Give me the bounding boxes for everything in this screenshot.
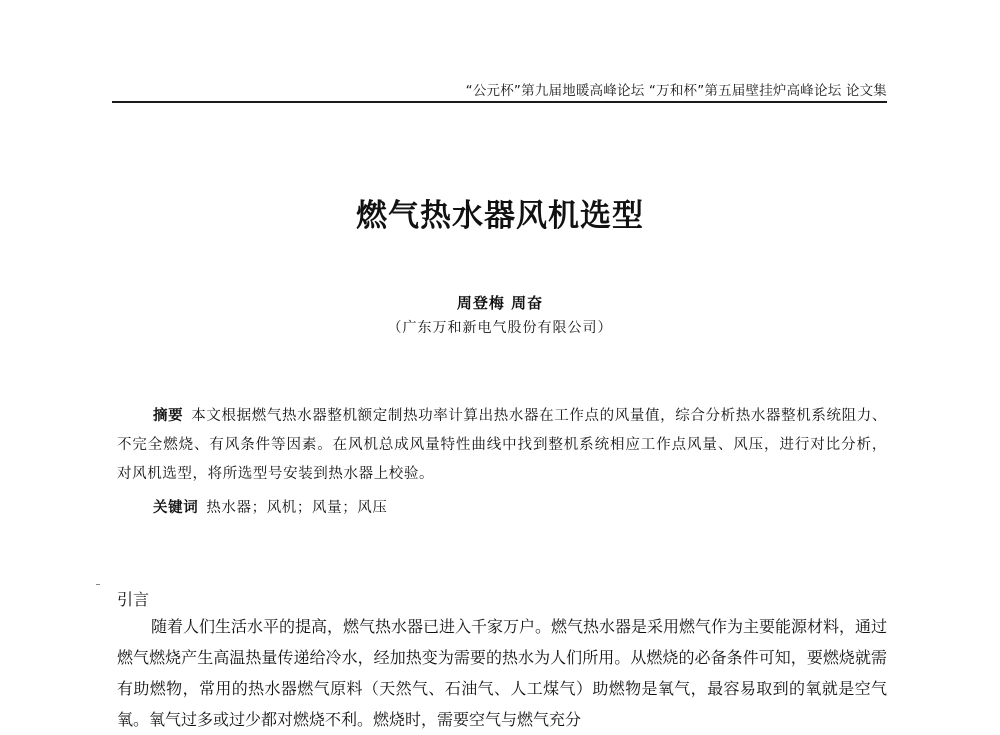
section-heading-introduction: 引言: [117, 590, 150, 609]
authors: 周登梅 周奋: [456, 294, 544, 312]
abstract: [117, 402, 887, 489]
introduction-paragraph: 随着人们生活水平的提高，燃气热水器已进入千家万户。燃气热水器是采用燃气作为主要能源材料，通过燃气燃烧产生高温热量传递给冷水，经加热变为需要的热水为人们所用。从燃烧的必备条件可知，要燃烧就需有助燃物，常用的热水器燃气原料（天然气、石油气、人工煤气）助燃物是氧气，最容易取到的氧就是空气氧。氧气过多或过少都对燃烧不利。燃烧时，需要空气与燃气充分: [117, 617, 888, 729]
keywords: [153, 494, 887, 523]
running-header: “公元杯”第九届地暖高峰论坛 “万和杯”第五届壁挂炉高峰论坛 论文集: [465, 83, 887, 99]
header-divider: [112, 101, 887, 103]
abstract-label: 摘要: [153, 408, 184, 424]
paper-title: 燃气热水器风机选型: [356, 198, 644, 234]
keywords-text: 热水器；风机；风量；风压: [206, 500, 388, 516]
keywords-label: 关键词: [153, 500, 199, 516]
abstract-text: 本文根据燃气热水器整机额定制热功率计算出热水器在工作点的风量值，综合分析热水器整机系统阻力、不完全燃烧、有风条件等因素。在风机总成风量特性曲线中找到整机系统相应工作点风量、风压，进行对比分析，对风机选型，将所选型号安装到热水器上校验。: [117, 408, 887, 482]
margin-mark: [96, 584, 100, 585]
affiliation: （广东万和新电气股份有限公司）: [387, 320, 613, 336]
